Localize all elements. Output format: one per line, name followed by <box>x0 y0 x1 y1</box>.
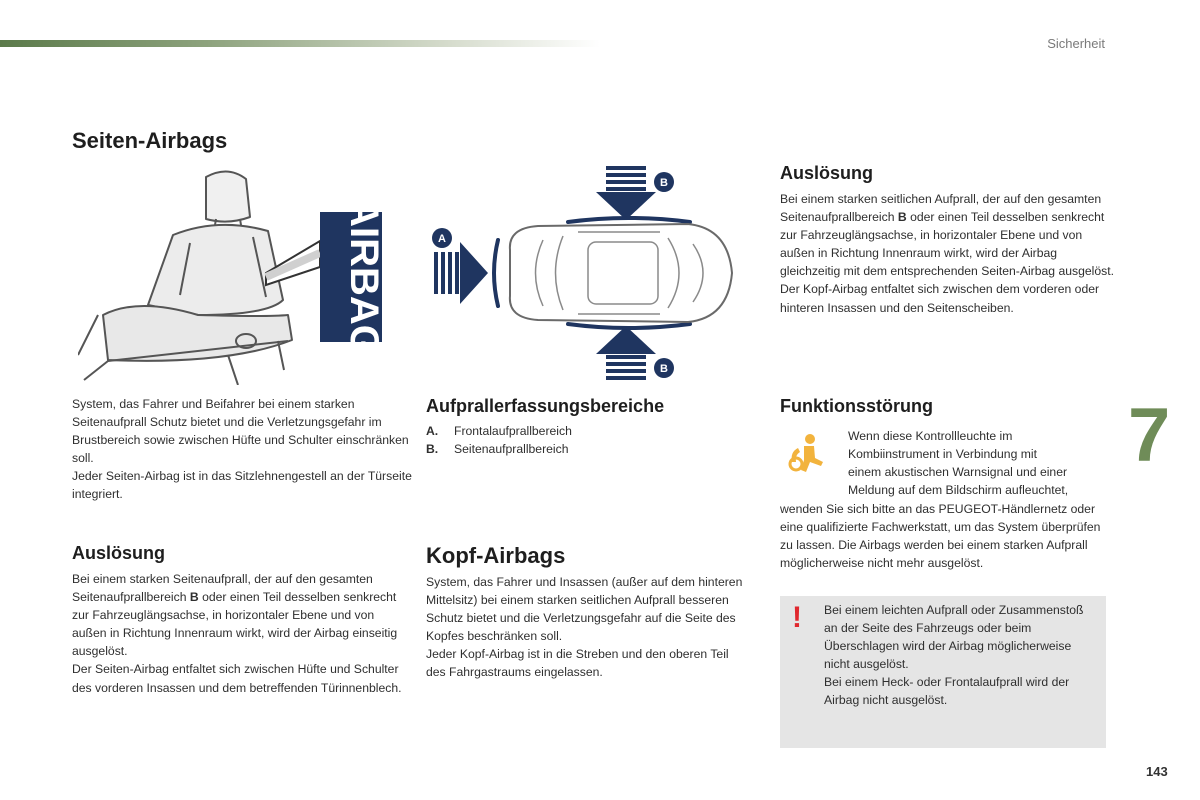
head-airbags-text-p2: Jeder Kopf-Airbag ist in die Streben und den oberen Teil des Fahrgastraums eingelassen. <box>426 647 729 680</box>
svg-text:A: A <box>438 233 446 245</box>
side-trigger-text-2: oder einen Teil desselben senkrecht zur Fahrzeuglängsachse, in horizontaler Ebene und von außen in Richtung Innenraum wirkt, wird der Airbag einseitig ausgelöst. <box>72 590 398 659</box>
malfunction-lines <box>848 427 1108 499</box>
side-trigger-text-1: Bei einem starken Seitenaufprall, der auf den gesamten Seitenaufprallbereich <box>72 572 373 605</box>
list-item <box>426 440 746 458</box>
malfunction-line-2: Kombiinstrument in Verbindung mit <box>848 447 1038 462</box>
seat-airbag-illustration <box>78 165 398 385</box>
note-text-1: Bei einem leichten Aufprall oder Zusammenstoß an der Seite des Fahrzeugs oder beim Überschlagen wird der Airbag möglicherweise nicht ausgelöst. <box>824 603 1084 672</box>
side-airbags-intro-p1: System, das Fahrer und Beifahrer bei einem starken Seitenaufprall Schutz bietet und die Verletzungsgefahr im Brustbereich sowie zwischen Hüfte und Schulter einschränken soll. <box>72 397 409 466</box>
marker-a <box>432 228 452 248</box>
malfunction-line-4: Meldung auf dem Bildschirm aufleuchtet, <box>848 483 1069 498</box>
head-trigger-text-3: Der Kopf-Airbag entfaltet sich zwischen dem vorderen oder hinteren Insassen und den Seitenscheiben. <box>780 282 1100 315</box>
zone-label: Seitenaufprallbereich <box>454 442 569 457</box>
zone-key: B. <box>426 442 439 457</box>
note-text <box>824 601 1096 710</box>
head-trigger-text-1: Bei einem starken seitlichen Aufprall, der auf den gesamten Seitenaufprallbereich <box>780 192 1102 225</box>
alert-icon: ! <box>792 601 802 634</box>
marker-b-bottom <box>654 358 674 378</box>
side-trigger-title: Auslösung <box>72 543 165 563</box>
head-airbags-title: Kopf-Airbags <box>426 543 566 568</box>
head-trigger-text-2: oder einen Teil desselben senkrecht zur Fahrzeuglängsachse, in horizontaler Ebene und von außen in Richtung Innenraum wirkt, wird der Airbag gleichzeitig mit dem entsprechenden Seiten-Airbag ausgelöst. <box>780 210 1114 279</box>
malfunction-title: Funktionsstörung <box>780 396 933 416</box>
header-accent-bar <box>0 40 600 47</box>
svg-text:B: B <box>660 363 668 375</box>
side-trigger-zone-b: B <box>189 590 199 605</box>
impact-zones-list <box>426 422 746 458</box>
head-trigger-title: Auslösung <box>780 163 873 183</box>
head-airbags-text <box>426 573 744 682</box>
svg-text:B: B <box>660 177 668 189</box>
side-airbags-intro-p2: Jeder Seiten-Airbag ist in das Sitzlehnengestell an der Türseite integriert. <box>72 469 412 502</box>
note-text-2: Bei einem Heck- oder Frontalaufprall wird der Airbag nicht ausgelöst. <box>824 675 1070 708</box>
side-airbags-title: Seiten-Airbags <box>72 128 228 153</box>
zone-key: A. <box>426 424 439 438</box>
list-item <box>426 422 746 440</box>
side-airbags-intro <box>72 395 412 504</box>
impact-zones-illustration <box>428 162 738 384</box>
chapter-number: 7 <box>1128 393 1171 478</box>
head-trigger-text <box>780 190 1115 317</box>
airbag-warning-light-icon <box>788 432 828 474</box>
page-number: 143 <box>1146 764 1168 779</box>
malfunction-line-1: Wenn diese Kontrollleuchte im <box>848 429 1013 443</box>
zone-label: Frontalaufprallbereich <box>454 424 572 438</box>
marker-b-top <box>654 172 674 192</box>
head-trigger-zone-b: B <box>897 210 907 225</box>
malfunction-rest: wenden Sie sich bitte an das PEUGEOT-Händlernetz oder eine qualifizierte Fachwerkstatt, um das System überprüfen zu lassen. Die Airbags werden bei einem starken Aufprall möglicherweise nicht mehr ausgelöst. <box>780 501 1101 570</box>
section-title: Sicherheit <box>1047 36 1105 51</box>
head-airbags-text-p1: System, das Fahrer und Insassen (außer auf dem hinteren Mittelsitz) bei einem starken seitlichen Aufprall besseren Schutz bietet und die Verletzungsgefahr auf die Seite des Kopfes beschränken soll. <box>426 575 743 644</box>
malfunction-line-3: einem akustischen Warnsignal und einer <box>848 465 1068 480</box>
impact-zones-title: Aufprallerfassungsbereiche <box>426 396 665 416</box>
airbag-label: AIRBAG <box>342 198 386 356</box>
side-trigger-text-3: Der Seiten-Airbag entfaltet sich zwischen Hüfte und Schulter des vorderen Insassen und dem betreffenden Türinnenblech. <box>72 662 402 695</box>
side-trigger-text <box>72 570 404 697</box>
